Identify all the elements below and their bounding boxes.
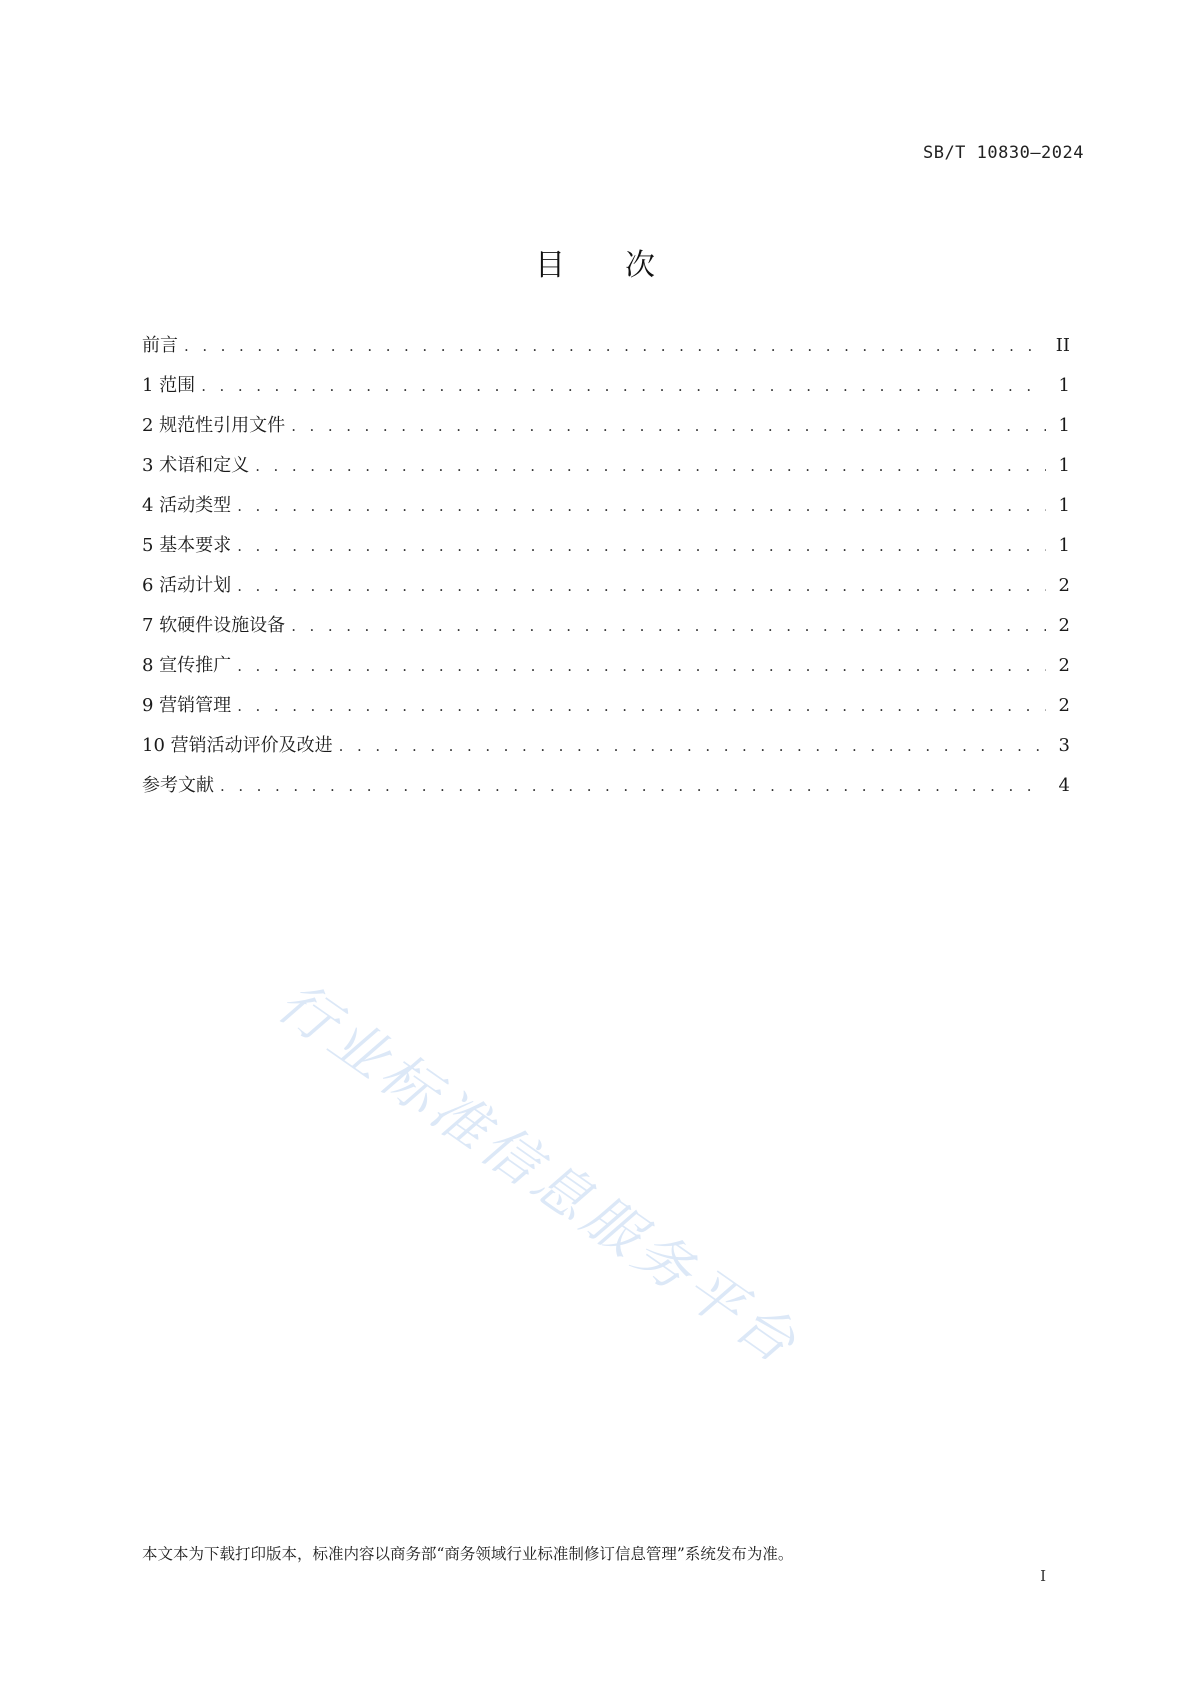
toc-entry-page: 1	[1058, 535, 1070, 556]
toc-entry-label: 4 活动类型	[142, 495, 232, 516]
toc-entry-label: 10 营销活动评价及改进	[142, 735, 333, 756]
toc-entry-label: 7 软硬件设施设备	[142, 615, 286, 636]
toc-dot-leader	[237, 646, 1046, 686]
toc-dot-leader	[291, 606, 1046, 646]
toc-entry-label: 6 活动计划	[142, 575, 232, 596]
toc-dot-leader	[237, 686, 1046, 726]
toc-entry-terms-definitions[interactable]	[142, 446, 1070, 486]
toc-entry-normative-references[interactable]	[142, 406, 1070, 446]
toc-entry-label: 前言	[142, 335, 178, 356]
toc-entry-scope[interactable]	[142, 366, 1070, 406]
toc-dot-leader	[339, 726, 1046, 766]
toc-entry-activity-plan[interactable]	[142, 566, 1070, 606]
footer-note: 本文本为下载打印版本，标准内容以商务部“商务领域行业标准制修订信息管理”系统发布为准。	[142, 1545, 794, 1563]
toc-entry-basic-requirements[interactable]	[142, 526, 1070, 566]
toc-dot-leader	[237, 526, 1046, 566]
toc-entry-page: 4	[1058, 775, 1070, 796]
toc-entry-page: 1	[1058, 455, 1070, 476]
toc-entry-facilities-equipment[interactable]	[142, 606, 1070, 646]
toc-dot-leader	[237, 486, 1046, 526]
watermark: 行业标准信息服务平台	[265, 969, 811, 1379]
toc-dot-leader	[220, 766, 1046, 806]
toc-dot-leader	[201, 366, 1046, 406]
page-number: I	[1040, 1567, 1046, 1585]
toc-entry-promotion[interactable]	[142, 646, 1070, 686]
toc-title: 目次	[535, 248, 715, 283]
toc-entry-page: 1	[1058, 375, 1070, 396]
toc-entry-marketing-management[interactable]	[142, 686, 1070, 726]
document-code: SB/T 10830—2024	[922, 143, 1084, 163]
toc-entry-label: 3 术语和定义	[142, 455, 250, 476]
toc-entry-page: 2	[1058, 655, 1070, 676]
toc-entry-evaluation-improvement[interactable]	[142, 726, 1070, 766]
toc-entry-label: 5 基本要求	[142, 535, 232, 556]
toc-dot-leader	[291, 406, 1046, 446]
toc-entry-label: 9 营销管理	[142, 695, 232, 716]
toc-entry-page: 3	[1058, 735, 1070, 756]
toc-entry-page: 2	[1058, 575, 1070, 596]
table-of-contents	[142, 326, 1070, 806]
toc-dot-leader	[255, 446, 1046, 486]
toc-entry-label: 2 规范性引用文件	[142, 415, 286, 436]
toc-dot-leader	[237, 566, 1046, 606]
toc-entry-page: 2	[1058, 615, 1070, 636]
toc-entry-page: II	[1055, 335, 1070, 356]
toc-entry-label: 1 范围	[142, 375, 196, 396]
toc-entry-page: 2	[1058, 695, 1070, 716]
toc-entry-page: 1	[1058, 415, 1070, 436]
toc-entry-label: 参考文献	[142, 775, 214, 796]
toc-entry-activity-types[interactable]	[142, 486, 1070, 526]
toc-entry-bibliography[interactable]	[142, 766, 1070, 806]
toc-entry-foreword[interactable]	[142, 326, 1070, 366]
toc-entry-label: 8 宣传推广	[142, 655, 232, 676]
toc-dot-leader	[184, 326, 1046, 366]
toc-entry-page: 1	[1058, 495, 1070, 516]
